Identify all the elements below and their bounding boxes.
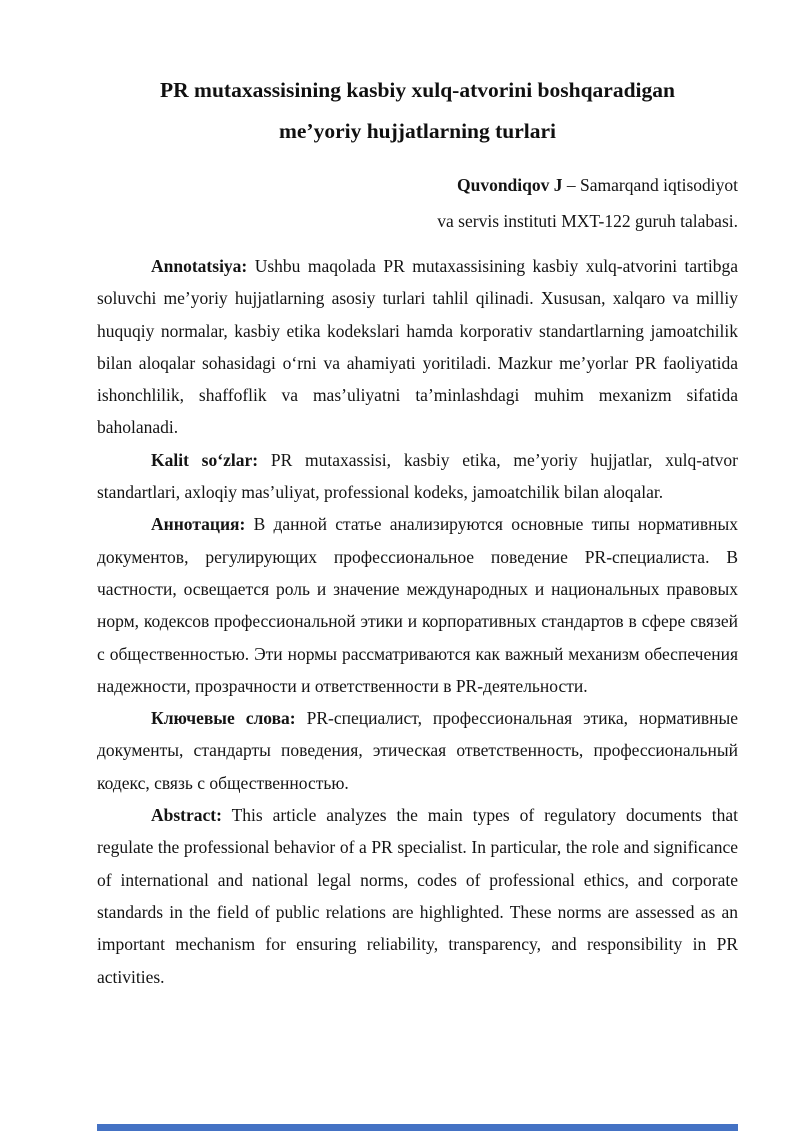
author-affiliation-start: – Samarqand iqtisodiyot [562,175,738,195]
keywords-ru-paragraph [97,702,738,799]
author-line-1 [97,167,738,203]
annotation-ru-label: Аннотация: [151,514,246,535]
author-name: Quvondiqov J [456,175,563,195]
keywords-ru-text: PR-специалист, профессиональная этика, нормативные документы, стандарты поведения, этическая ответственность, профессиональный кодекс, связь с общественностью. [97,708,738,793]
abstract-en-paragraph [97,799,738,993]
abstract-en-text: This article analyzes the main types of regulatory documents that regulate the professional behavior of a PR specialist. In particular, the role and significance of international and national legal norms, codes of professional ethics, and corporate standards in the field of public relations are highlighted. These norms are assessed as an important mechanism for ensuring reliability, transparency, and responsibility in PR activities. [97,805,738,987]
keywords-uz-label: Kalit soʻzlar: [151,449,259,470]
title-line-2: me’yoriy hujjatlarning turlari [278,119,557,143]
annotation-ru-paragraph [97,508,738,702]
annotation-uz-text: Ushbu maqolada PR mutaxassisining kasbiy xulq-atvorini tartibga soluvchi me’yoriy hujjatlarning asosiy turlari tahlil qilinadi. Xususan, xalqaro va milliy huquqiy normalar, kasbiy etika kodekslari hamda korporativ standartlarning jamoatchilik bilan aloqalar sohasidagi oʻrni va ahamiyati yoritiladi. Mazkur me’yorlar PR faoliyatida ishonchlilik, shaffoflik va mas’uliyatni ta’minlashdagi muhim mexanizm sifatida baholanadi. [97,256,738,438]
bottom-blue-bar [97,1124,738,1131]
body-text [97,250,738,993]
annotation-uz-label: Annotatsiya: [151,256,248,276]
title-line-1: PR mutaxassisining kasbiy xulq-atvorini boshqaradigan [160,78,675,102]
keywords-uz-text: PR mutaxassisi, kasbiy etika, me’yoriy hujjatlar, xulq-atvor standartlari, axloqiy mas’uliyat, professional kodeks, jamoatchilik bilan aloqalar. [97,449,739,503]
keywords-ru-label: Ключевые слова: [151,708,296,729]
author-line-2: va servis instituti MXT-122 guruh talabasi. [437,211,738,231]
author-block [97,167,738,239]
page-title [97,70,738,152]
text-column [97,0,738,993]
keywords-uz-paragraph [97,444,738,509]
abstract-en-label: Abstract: [151,805,222,826]
annotation-uz-paragraph [97,250,738,444]
annotation-ru-text: В данной статье анализируются основные типы нормативных документов, регулирующих профессиональное поведение PR-специалиста. В частности, освещается роль и значение международных и национальных правовых норм, кодексов профессиональной этики и корпоративных стандартов в сфере связей с общественностью. Эти нормы рассматриваются как важный механизм обеспечения надежности, прозрачности и ответственности в PR-деятельности. [97,514,738,696]
